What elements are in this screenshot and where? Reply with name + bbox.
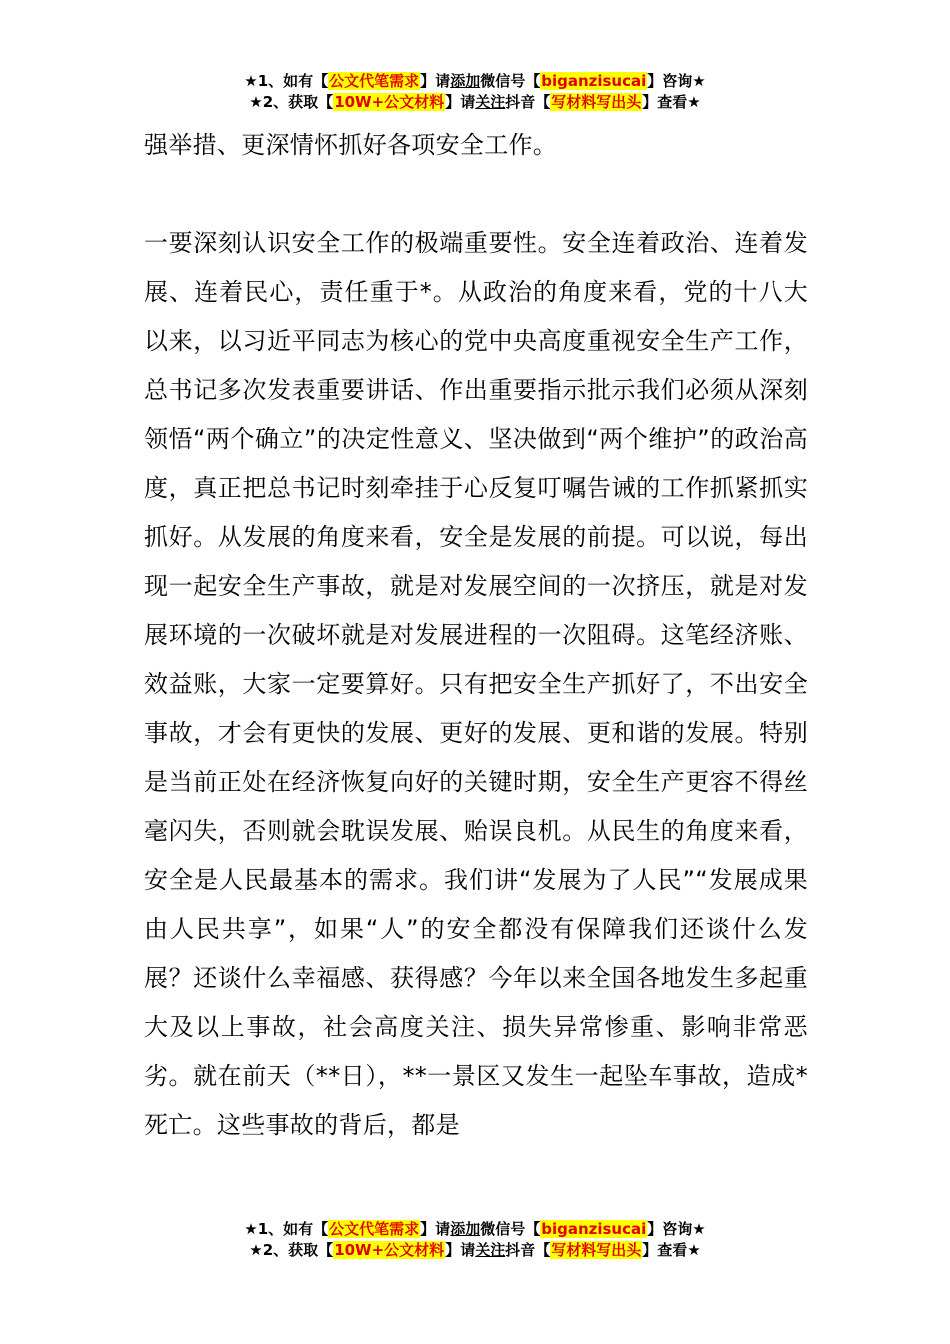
footer-line-1-prefix: ★1、如有【: [244, 1220, 329, 1238]
header-line-1: [0, 71, 950, 92]
header-line-1-suffix: 】咨询★: [647, 72, 706, 90]
header-underline-add: 添加: [450, 72, 481, 90]
footer-underline-add: 添加: [450, 1220, 481, 1238]
footer-line-1: [0, 1219, 950, 1240]
header-highlight-materials: 10W+公文材料: [334, 93, 445, 111]
footer-highlight-service: 公文代笔需求: [329, 1220, 420, 1238]
header-line-2: [0, 92, 950, 113]
header-line-2-prefix: ★2、获取【: [249, 93, 334, 111]
header-line-1-text: 】请: [420, 72, 451, 90]
footer-line-1-text: 】请: [420, 1220, 451, 1238]
footer-line-2-text-2: 抖音【: [505, 1241, 551, 1259]
header-line-2-text-2: 抖音【: [505, 93, 551, 111]
footer-line-2-prefix: ★2、获取【: [249, 1241, 334, 1259]
footer-line-1-suffix: 】咨询★: [647, 1220, 706, 1238]
footer-underline-follow: 关注: [475, 1241, 506, 1259]
header-underline-follow: 关注: [475, 93, 506, 111]
footer-line-2-suffix: 】查看★: [642, 1241, 701, 1259]
footer-highlight-douyin-id: 写材料写出头: [551, 1241, 642, 1259]
footer-line-1-text-2: 微信号【: [480, 1220, 541, 1238]
footer-line-2: [0, 1240, 950, 1261]
header-line-1-text-2: 微信号【: [480, 72, 541, 90]
footer-line-2-text: 】请: [445, 1241, 476, 1259]
header-line-2-suffix: 】查看★: [642, 93, 701, 111]
header-highlight-service: 公文代笔需求: [329, 72, 420, 90]
header-highlight-douyin-id: 写材料写出头: [551, 93, 642, 111]
header-banner: [0, 71, 950, 113]
body-paragraph-2: 一要深刻认识安全工作的极端重要性。安全连着政治、连着发展、连着民心，责任重于*。从政治的角度来看，党的十八大以来，以习近平同志为核心的党中央高度重视安全生产工作，总书记多次发表重要讲话、作出重要指示批示我们必须从深刻领悟“两个确立”的决定性意义、坚决做到“两个维护”的政治高度，真正把总书记时刻牵挂于心反复叮嘱告诫的工作抓紧抓实抓好。从发展的角度来看，安全是发展的前提。可以说，每出现一起安全生产事故，就是对发展空间的一次挤压，就是对发展环境的一次破坏就是对发展进程的一次阻碍。这笔经济账、效益账，大家一定要算好。只有把安全生产抓好了，不出安全事故，才会有更快的发展、更好的发展、更和谐的发展。特别是当前正处在经济恢复向好的关键时期，安全生产更容不得丝毫闪失，否则就会耽误发展、贻误良机。从民生的角度来看，安全是人民最基本的需求。我们讲“发展为了人民”“发展成果由人民共享”，如果“人”的安全都没有保障我们还谈什么发展？还谈什么幸福感、获得感？今年以来全国各地发生多起重大及以上事故，社会高度关注、损失异常惨重、影响非常恶劣。就在前天（**日），**一景区又发生一起坠车事故，造成*死亡。这些事故的背后，都是: [144, 229, 808, 1139]
header-line-2-text: 】请: [445, 93, 476, 111]
footer-banner: [0, 1219, 950, 1261]
header-line-1-prefix: ★1、如有【: [244, 72, 329, 90]
body-paragraph-1: 强举措、更深情怀抓好各项安全工作。: [144, 131, 558, 159]
footer-highlight-wechat-id: biganzisucai: [541, 1220, 647, 1238]
header-highlight-wechat-id: biganzisucai: [541, 72, 647, 90]
footer-highlight-materials: 10W+公文材料: [334, 1241, 445, 1259]
